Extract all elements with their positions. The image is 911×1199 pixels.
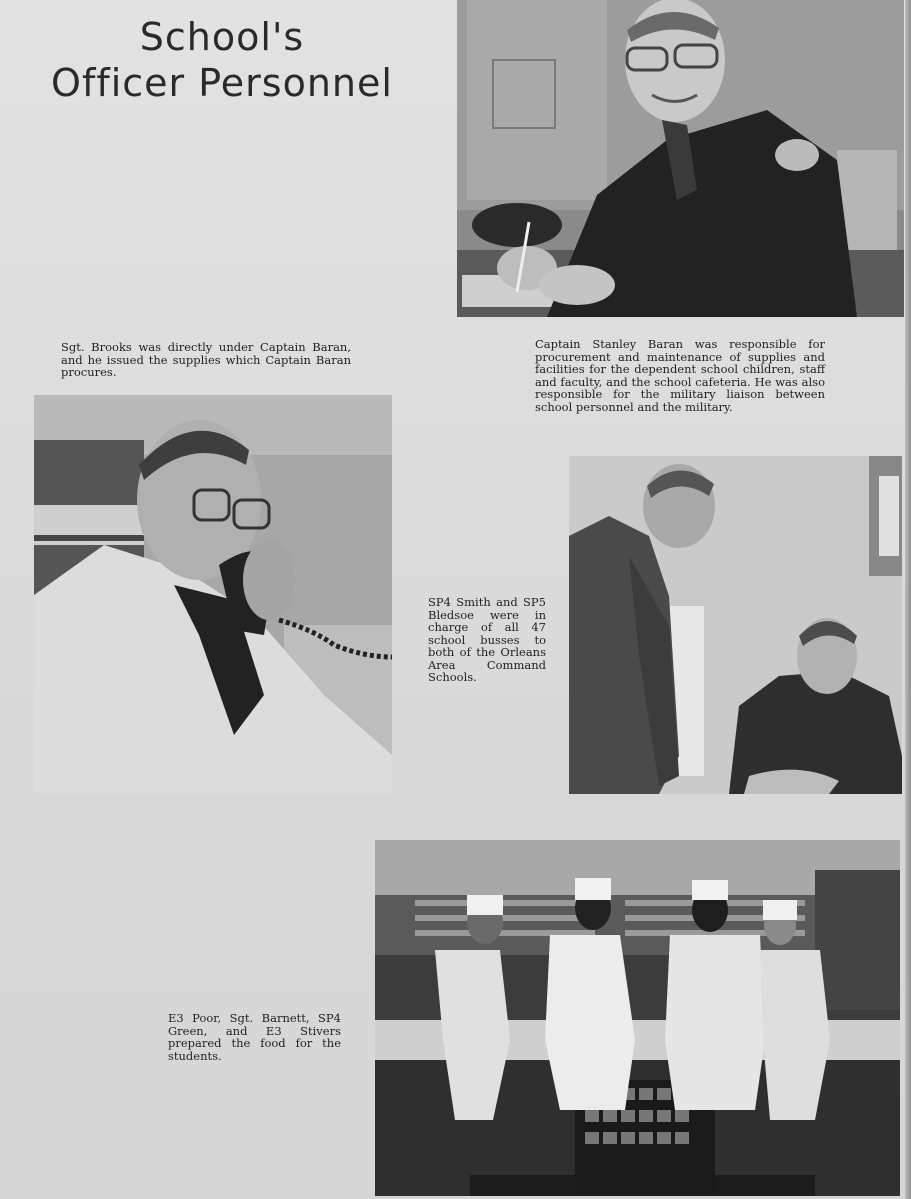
photo-sgt-brooks: [34, 395, 392, 793]
photo-captain-baran: [457, 0, 904, 317]
caption-cooks: E3 Poor, Sgt. Barnett, SP4 Green, and E3 Stivers prepared the food for the students.: [168, 1011, 341, 1063]
photo-smith-bledsoe: [569, 456, 902, 794]
caption-brooks: Sgt. Brooks was directly under Captain Baran, and he issued the supplies which Captain Baran procures.: [61, 340, 351, 379]
title-line-2: Officer Personnel: [51, 61, 393, 105]
caption-baran: Captain Stanley Baran was responsible for procurement and maintenance of supplies and facilities for the dependent school children, staff and faculty, and the school cafeteria. He was also responsible for the military liaison between school personnel and the military.: [535, 337, 825, 414]
photo-cafeteria-cooks: [375, 840, 900, 1196]
page-edge: [905, 0, 911, 1199]
page-title: [22, 14, 422, 106]
title-line-1: School's: [139, 15, 305, 59]
caption-smith-bledsoe: SP4 Smith and SP5 Bledsoe were in charge of all 47 school busses to both of the Orleans Area Command Schools.: [428, 595, 546, 684]
